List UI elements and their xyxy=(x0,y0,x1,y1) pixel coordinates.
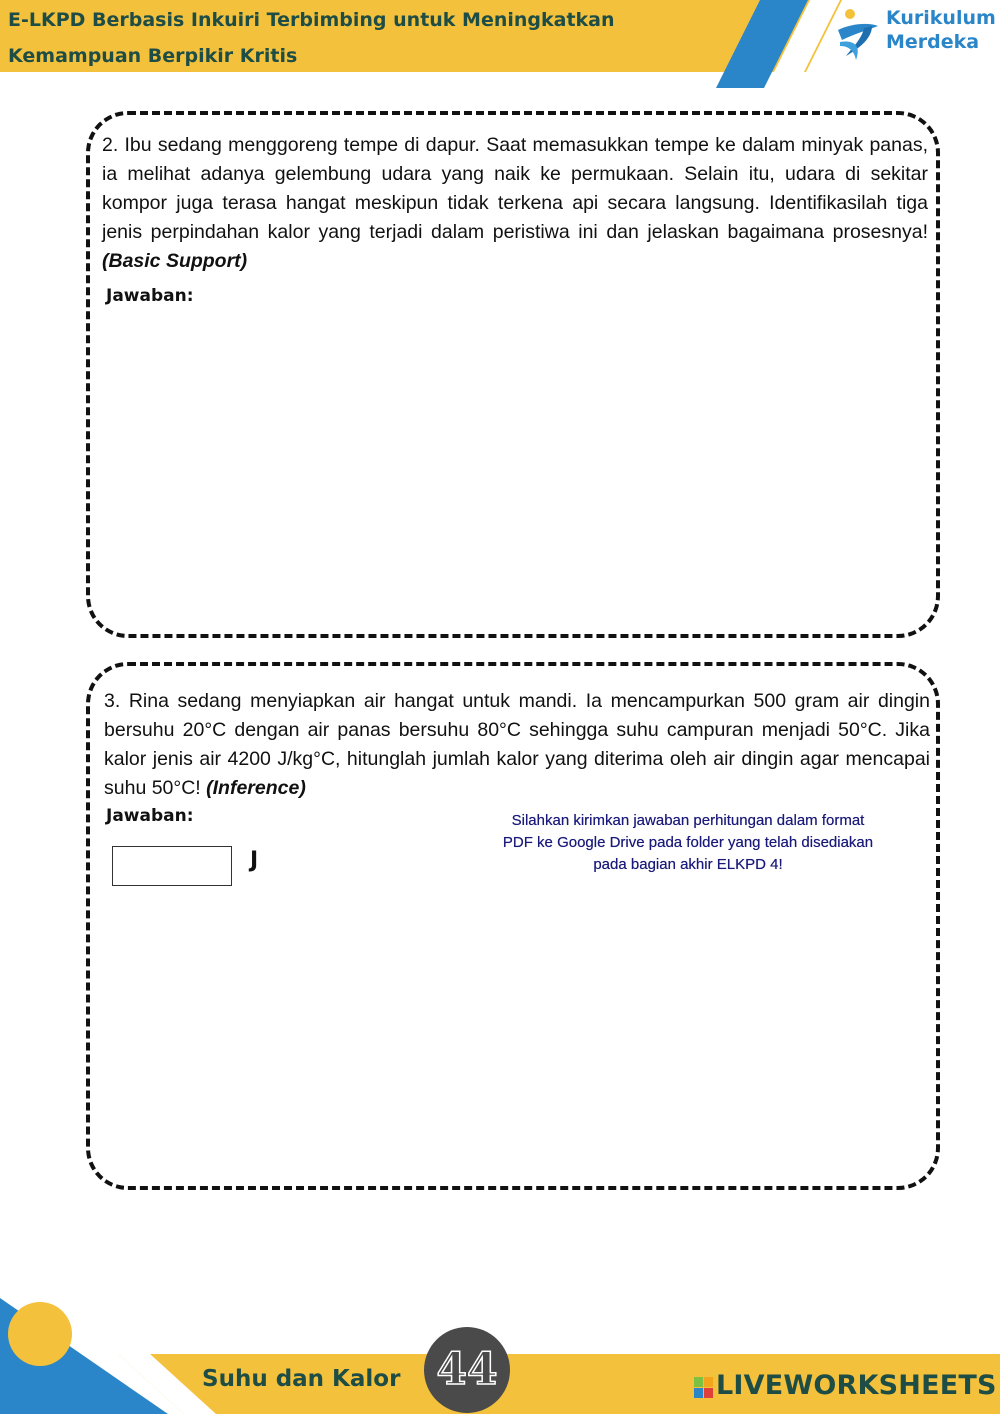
question-3-answer-label: Jawaban: xyxy=(106,806,194,826)
upload-instruction-text: Silahkan kirimkan jawaban perhitungan dalam format PDF ke Google Drive pada folder yang telah disediakan pada bagian akhir ELKPD 4! xyxy=(502,812,874,873)
document-title xyxy=(8,2,708,74)
kurikulum-merdeka-text xyxy=(886,6,996,54)
question-2-box xyxy=(86,111,940,638)
liveworksheets-logo-icon xyxy=(694,1377,714,1399)
question-3-unit-label: J xyxy=(250,848,259,873)
question-2-text: 2. Ibu sedang menggoreng tempe di dapur. Saat memasukkan tempe ke dalam minyak panas, ia melihat adanya gelembung udara yang naik ke permukaan. Selain itu, udara di sekitar kompor juga terasa hangat meskipun tidak terkena api secara langsung. Identifikasilah tiga jenis perpindahan kalor yang terjadi dalam peristiwa ini dan jelaskan bagaimana prosesnya! xyxy=(102,134,928,243)
logo-word-merdeka: Merdeka xyxy=(886,31,980,53)
document-title-line1: E-LKPD Berbasis Inkuiri Terbimbing untuk Meningkatkan xyxy=(8,9,615,31)
liveworksheets-brand: LIVEWORKSHEETS xyxy=(716,1370,997,1401)
document-title-line2: Kemampuan Berpikir Kritis xyxy=(8,45,298,67)
question-3-answer-input[interactable] xyxy=(112,846,232,886)
question-3-skill-tag: (Inference) xyxy=(206,777,306,799)
question-2-answer-label: Jawaban: xyxy=(106,286,194,306)
logo-word-kurikulum: Kurikulum xyxy=(886,7,996,29)
question-2-skill-tag: (Basic Support) xyxy=(102,250,248,272)
question-3-text: 3. Rina sedang menyiapkan air hangat untuk mandi. Ia mencampurkan 500 gram air dingin bersuhu 20°C dengan air panas bersuhu 80°C sehingga suhu campuran menjadi 50°C. Jika kalor jenis air 4200 J/kg°C, hitunglah jumlah kalor yang diterima oleh air dingin agar mencapai suhu 50°C! xyxy=(104,690,930,799)
footer-topic-title: Suhu dan Kalor xyxy=(202,1366,401,1392)
page-number: 44 xyxy=(436,1344,498,1395)
question-2-text-block xyxy=(102,131,928,276)
question-3-text-block xyxy=(104,687,930,803)
question-3-box xyxy=(86,662,940,1190)
